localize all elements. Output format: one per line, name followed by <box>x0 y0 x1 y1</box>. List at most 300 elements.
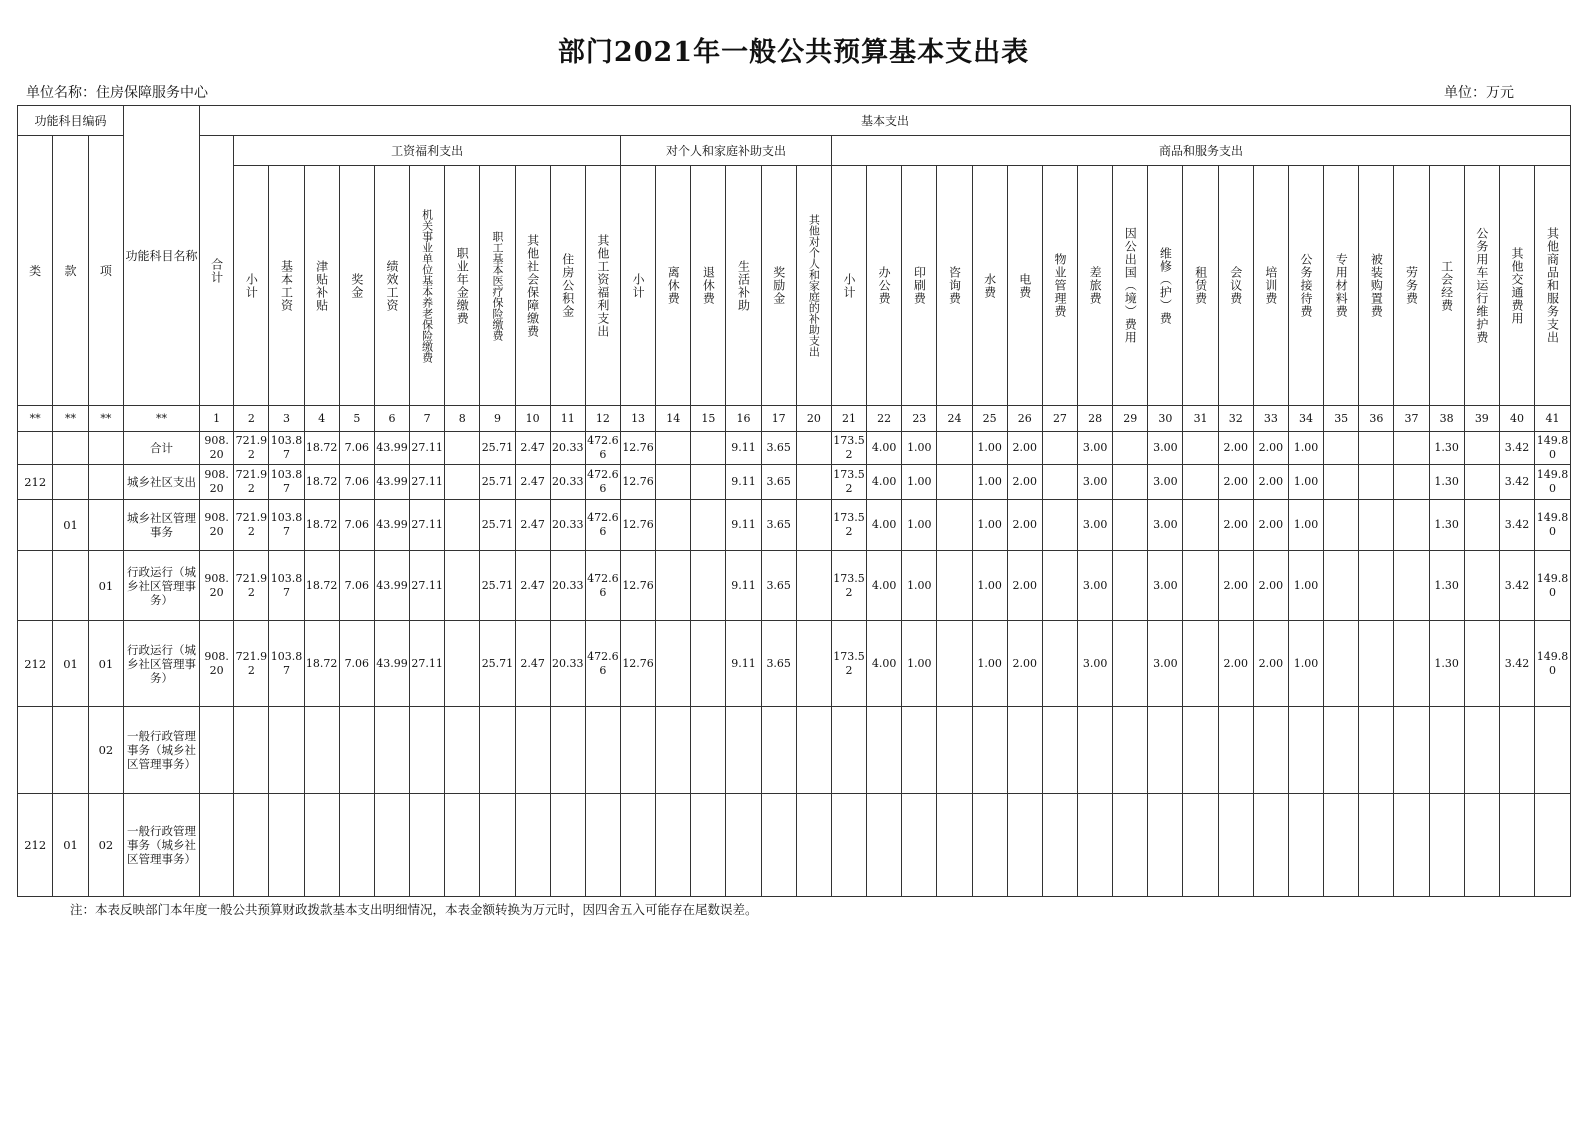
cell-value <box>1183 500 1218 551</box>
cell-lei: 212 <box>18 465 53 500</box>
cell-value <box>1394 551 1429 621</box>
cell-value <box>339 707 374 794</box>
cell-value: 1.00 <box>972 621 1007 707</box>
column-header: 生活补助 <box>726 166 761 406</box>
cell-value: 2.00 <box>1253 500 1288 551</box>
cell-value <box>1499 794 1534 897</box>
index-cell: ** <box>18 406 53 432</box>
column-header: 其他商品和服务支出 <box>1535 166 1571 406</box>
cell-value: 25.71 <box>480 432 515 465</box>
cell-value: 472.66 <box>585 432 620 465</box>
cell-value: 103.87 <box>269 621 304 707</box>
cell-value: 1.00 <box>1288 500 1323 551</box>
column-header: 专用材料费 <box>1324 166 1359 406</box>
cell-value <box>1183 432 1218 465</box>
cell-value: 908.20 <box>199 432 233 465</box>
cell-value <box>656 500 691 551</box>
cell-value <box>1078 794 1113 897</box>
cell-value: 25.71 <box>480 465 515 500</box>
cell-value: 103.87 <box>269 465 304 500</box>
cell-value <box>1464 465 1499 500</box>
cell-value: 3.00 <box>1078 500 1113 551</box>
cell-value <box>445 707 480 794</box>
cell-value <box>726 707 761 794</box>
cell-value <box>585 794 620 897</box>
cell-value: 3.00 <box>1148 432 1183 465</box>
cell-value <box>656 465 691 500</box>
cell-value <box>1042 794 1077 897</box>
cell-value <box>1253 707 1288 794</box>
index-cell: 13 <box>620 406 655 432</box>
cell-value <box>1464 707 1499 794</box>
cell-xiang <box>88 432 123 465</box>
cell-value: 3.65 <box>761 500 796 551</box>
cell-value <box>796 707 831 794</box>
cell-value: 472.66 <box>585 551 620 621</box>
column-header: 被装购置费 <box>1359 166 1394 406</box>
cell-value <box>656 707 691 794</box>
index-cell: ** <box>53 406 88 432</box>
index-cell: 2 <box>234 406 269 432</box>
index-cell: 41 <box>1535 406 1571 432</box>
column-header: 维修（护）费 <box>1148 166 1183 406</box>
cell-value <box>445 621 480 707</box>
column-header: 公务用车运行维护费 <box>1464 166 1499 406</box>
table-row <box>18 551 1571 621</box>
cell-value: 20.33 <box>550 500 585 551</box>
cell-value: 2.00 <box>1007 551 1042 621</box>
cell-value: 2.00 <box>1007 465 1042 500</box>
cell-value: 1.30 <box>1429 465 1464 500</box>
cell-value: 1.00 <box>902 500 937 551</box>
cell-value: 2.00 <box>1218 432 1253 465</box>
cell-value <box>867 794 902 897</box>
cell-value <box>796 551 831 621</box>
cell-value <box>1113 432 1148 465</box>
cell-lei <box>18 707 53 794</box>
cell-value: 173.52 <box>831 500 866 551</box>
index-cell: 31 <box>1183 406 1218 432</box>
header-group-salary: 工资福利支出 <box>234 136 621 166</box>
cell-value: 4.00 <box>867 551 902 621</box>
cell-value: 3.65 <box>761 465 796 500</box>
index-cell: 27 <box>1042 406 1077 432</box>
cell-value <box>1042 500 1077 551</box>
cell-value <box>656 432 691 465</box>
column-header: 小计 <box>620 166 655 406</box>
cell-value: 173.52 <box>831 621 866 707</box>
cell-func-name: 城乡社区管理事务 <box>124 500 200 551</box>
cell-kuan: 01 <box>53 794 88 897</box>
cell-value: 18.72 <box>304 465 339 500</box>
column-header: 职工基本医疗保险缴费 <box>480 166 515 406</box>
cell-value <box>1183 794 1218 897</box>
index-cell: 36 <box>1359 406 1394 432</box>
cell-value <box>1183 465 1218 500</box>
cell-value <box>410 794 445 897</box>
table-row <box>18 794 1571 897</box>
cell-value <box>691 432 726 465</box>
cell-value <box>1359 500 1394 551</box>
budget-table <box>17 105 1571 897</box>
cell-value <box>199 707 233 794</box>
cell-value: 12.76 <box>620 500 655 551</box>
cell-value <box>1113 794 1148 897</box>
cell-value: 3.00 <box>1148 500 1183 551</box>
cell-value: 1.30 <box>1429 621 1464 707</box>
column-header: 办公费 <box>867 166 902 406</box>
column-header: 小计 <box>831 166 866 406</box>
cell-value: 7.06 <box>339 432 374 465</box>
cell-value <box>1113 465 1148 500</box>
cell-value <box>1007 794 1042 897</box>
cell-value <box>374 707 409 794</box>
cell-value <box>1007 707 1042 794</box>
header-total: 合计 <box>199 136 233 406</box>
cell-value: 20.33 <box>550 621 585 707</box>
cell-value <box>550 707 585 794</box>
cell-value: 149.80 <box>1535 551 1571 621</box>
unit-name: 单位名称：住房保障服务中心 <box>26 85 208 101</box>
cell-value <box>445 500 480 551</box>
cell-value <box>304 707 339 794</box>
index-cell: 32 <box>1218 406 1253 432</box>
cell-value <box>1324 707 1359 794</box>
cell-value <box>1359 551 1394 621</box>
column-header: 租赁费 <box>1183 166 1218 406</box>
index-cell: 16 <box>726 406 761 432</box>
column-header: 住房公积金 <box>550 166 585 406</box>
cell-value <box>761 794 796 897</box>
cell-value: 43.99 <box>374 551 409 621</box>
cell-value: 721.92 <box>234 551 269 621</box>
cell-value: 1.00 <box>902 432 937 465</box>
cell-value <box>269 794 304 897</box>
cell-value <box>445 794 480 897</box>
cell-value: 1.00 <box>902 465 937 500</box>
cell-value: 1.00 <box>1288 621 1323 707</box>
column-header: 退休费 <box>691 166 726 406</box>
cell-value <box>691 551 726 621</box>
cell-xiang: 02 <box>88 794 123 897</box>
cell-func-name: 合计 <box>124 432 200 465</box>
index-cell: 14 <box>656 406 691 432</box>
cell-lei: 212 <box>18 621 53 707</box>
cell-value <box>1113 500 1148 551</box>
index-cell: 29 <box>1113 406 1148 432</box>
column-header: 奖金 <box>339 166 374 406</box>
cell-value <box>726 794 761 897</box>
cell-value: 9.11 <box>726 551 761 621</box>
table-row <box>18 621 1571 707</box>
header-group-personal: 对个人和家庭补助支出 <box>620 136 831 166</box>
cell-value: 908.20 <box>199 551 233 621</box>
cell-value: 103.87 <box>269 432 304 465</box>
cell-value: 2.00 <box>1007 500 1042 551</box>
cell-value <box>1288 707 1323 794</box>
column-header: 公务接待费 <box>1288 166 1323 406</box>
cell-value: 2.47 <box>515 465 550 500</box>
cell-value: 2.00 <box>1218 621 1253 707</box>
cell-value: 18.72 <box>304 551 339 621</box>
cell-value <box>1042 621 1077 707</box>
cell-func-name: 城乡社区支出 <box>124 465 200 500</box>
cell-value: 1.00 <box>972 432 1007 465</box>
cell-value <box>1394 707 1429 794</box>
cell-value <box>1288 794 1323 897</box>
cell-value: 25.71 <box>480 551 515 621</box>
cell-value <box>410 707 445 794</box>
cell-value: 2.00 <box>1253 621 1288 707</box>
cell-lei: 212 <box>18 794 53 897</box>
cell-value <box>656 794 691 897</box>
cell-value <box>1464 551 1499 621</box>
cell-value: 1.00 <box>1288 551 1323 621</box>
cell-value <box>937 794 972 897</box>
cell-value: 3.65 <box>761 551 796 621</box>
index-cell: 11 <box>550 406 585 432</box>
cell-value: 1.30 <box>1429 500 1464 551</box>
cell-value <box>937 465 972 500</box>
cell-value <box>1042 551 1077 621</box>
index-cell: 40 <box>1499 406 1534 432</box>
cell-func-name: 一般行政管理事务（城乡社区管理事务） <box>124 794 200 897</box>
table-row <box>18 500 1571 551</box>
cell-value: 3.42 <box>1499 432 1534 465</box>
cell-value <box>1359 707 1394 794</box>
cell-value <box>1113 707 1148 794</box>
index-cell: 23 <box>902 406 937 432</box>
cell-xiang <box>88 500 123 551</box>
cell-value <box>1324 465 1359 500</box>
header-lei: 类 <box>18 136 53 406</box>
column-header: 因公出国（境）费用 <box>1113 166 1148 406</box>
cell-value: 9.11 <box>726 432 761 465</box>
column-header: 绩效工资 <box>374 166 409 406</box>
cell-xiang: 01 <box>88 621 123 707</box>
cell-value <box>656 621 691 707</box>
cell-value <box>1394 500 1429 551</box>
cell-value: 43.99 <box>374 465 409 500</box>
cell-value: 3.00 <box>1148 621 1183 707</box>
cell-value <box>1324 432 1359 465</box>
cell-value <box>374 794 409 897</box>
cell-kuan <box>53 707 88 794</box>
index-cell: 17 <box>761 406 796 432</box>
cell-kuan: 01 <box>53 621 88 707</box>
cell-value: 2.47 <box>515 621 550 707</box>
cell-value <box>445 432 480 465</box>
cell-value: 2.47 <box>515 551 550 621</box>
cell-value <box>269 707 304 794</box>
cell-value <box>972 707 1007 794</box>
cell-value: 27.11 <box>410 465 445 500</box>
header-func-name: 功能科目名称 <box>124 106 200 406</box>
cell-value <box>1042 465 1077 500</box>
cell-value: 1.00 <box>1288 432 1323 465</box>
cell-value <box>761 707 796 794</box>
cell-value: 2.00 <box>1218 551 1253 621</box>
cell-value: 173.52 <box>831 432 866 465</box>
cell-value: 3.65 <box>761 621 796 707</box>
cell-value: 2.47 <box>515 432 550 465</box>
cell-value <box>1042 707 1077 794</box>
cell-value <box>1218 707 1253 794</box>
cell-value <box>1394 465 1429 500</box>
cell-value: 2.00 <box>1253 432 1288 465</box>
cell-value <box>831 794 866 897</box>
cell-value: 1.30 <box>1429 551 1464 621</box>
cell-value: 472.66 <box>585 621 620 707</box>
index-cell: 30 <box>1148 406 1183 432</box>
cell-value: 3.00 <box>1078 465 1113 500</box>
cell-value: 103.87 <box>269 551 304 621</box>
cell-value: 25.71 <box>480 621 515 707</box>
cell-value <box>620 794 655 897</box>
cell-value <box>937 621 972 707</box>
column-header: 差旅费 <box>1078 166 1113 406</box>
cell-lei <box>18 500 53 551</box>
column-header: 奖励金 <box>761 166 796 406</box>
cell-value: 20.33 <box>550 551 585 621</box>
cell-value: 3.00 <box>1148 465 1183 500</box>
cell-value: 908.20 <box>199 465 233 500</box>
index-cell: 24 <box>937 406 972 432</box>
cell-value <box>1429 707 1464 794</box>
cell-value <box>1464 794 1499 897</box>
index-cell: 37 <box>1394 406 1429 432</box>
column-header: 职业年金缴费 <box>445 166 480 406</box>
cell-value <box>1394 621 1429 707</box>
cell-value <box>796 794 831 897</box>
index-cell: 12 <box>585 406 620 432</box>
cell-value <box>515 707 550 794</box>
index-cell: 5 <box>339 406 374 432</box>
footnote: 注：本表反映部门本年度一般公共预算财政拨款基本支出明细情况，本表金额转换为万元时，因四舍五入可能存在尾数误差。 <box>70 902 758 917</box>
cell-func-name: 行政运行（城乡社区管理事务） <box>124 551 200 621</box>
cell-value: 103.87 <box>269 500 304 551</box>
cell-value: 1.30 <box>1429 432 1464 465</box>
cell-value: 3.42 <box>1499 551 1534 621</box>
cell-value <box>902 707 937 794</box>
cell-func-name: 行政运行（城乡社区管理事务） <box>124 621 200 707</box>
cell-value <box>1429 794 1464 897</box>
cell-value <box>1078 707 1113 794</box>
cell-value: 2.00 <box>1007 621 1042 707</box>
column-header: 工会经费 <box>1429 166 1464 406</box>
cell-value: 12.76 <box>620 465 655 500</box>
cell-value: 3.42 <box>1499 500 1534 551</box>
cell-value: 4.00 <box>867 621 902 707</box>
cell-value: 43.99 <box>374 500 409 551</box>
cell-value <box>1183 551 1218 621</box>
cell-value <box>937 551 972 621</box>
cell-value: 9.11 <box>726 465 761 500</box>
cell-value <box>304 794 339 897</box>
cell-value <box>796 432 831 465</box>
cell-value: 173.52 <box>831 465 866 500</box>
cell-value <box>1394 432 1429 465</box>
cell-value: 2.47 <box>515 500 550 551</box>
cell-value <box>1183 707 1218 794</box>
cell-value: 1.00 <box>972 465 1007 500</box>
column-header: 其他交通费用 <box>1499 166 1534 406</box>
cell-value: 3.00 <box>1078 551 1113 621</box>
cell-value <box>515 794 550 897</box>
cell-value: 3.42 <box>1499 465 1534 500</box>
cell-value <box>1113 621 1148 707</box>
cell-value: 721.92 <box>234 500 269 551</box>
table-row <box>18 432 1571 465</box>
cell-value <box>831 707 866 794</box>
column-header: 劳务费 <box>1394 166 1429 406</box>
cell-value <box>445 465 480 500</box>
index-cell: 4 <box>304 406 339 432</box>
cell-value <box>1148 707 1183 794</box>
cell-value <box>1359 794 1394 897</box>
cell-value <box>620 707 655 794</box>
cell-xiang <box>88 465 123 500</box>
column-header: 离休费 <box>656 166 691 406</box>
cell-value <box>691 794 726 897</box>
index-cell: 8 <box>445 406 480 432</box>
cell-kuan <box>53 465 88 500</box>
cell-value: 173.52 <box>831 551 866 621</box>
table-row <box>18 707 1571 794</box>
cell-value: 18.72 <box>304 432 339 465</box>
index-cell: 33 <box>1253 406 1288 432</box>
cell-value <box>1535 794 1571 897</box>
cell-value <box>796 500 831 551</box>
cell-value <box>1359 432 1394 465</box>
cell-value: 3.00 <box>1148 551 1183 621</box>
index-cell: 25 <box>972 406 1007 432</box>
cell-value: 149.80 <box>1535 500 1571 551</box>
cell-value: 1.00 <box>972 551 1007 621</box>
cell-value: 3.65 <box>761 432 796 465</box>
unit-of-measure: 单位：万元 <box>1444 85 1514 101</box>
index-cell: 10 <box>515 406 550 432</box>
cell-value <box>1464 432 1499 465</box>
cell-value <box>234 794 269 897</box>
cell-value: 2.00 <box>1253 465 1288 500</box>
column-header: 其他社会保障缴费 <box>515 166 550 406</box>
cell-kuan <box>53 432 88 465</box>
index-cell: 38 <box>1429 406 1464 432</box>
header-xiang: 项 <box>88 136 123 406</box>
index-cell: 7 <box>410 406 445 432</box>
cell-value <box>691 500 726 551</box>
table-row <box>18 465 1571 500</box>
index-cell: 28 <box>1078 406 1113 432</box>
cell-value <box>199 794 233 897</box>
cell-value: 9.11 <box>726 500 761 551</box>
column-header: 印刷费 <box>902 166 937 406</box>
cell-value <box>937 432 972 465</box>
page-title: 部门2021年一般公共预算基本支出表 <box>557 37 1030 68</box>
cell-kuan: 01 <box>53 500 88 551</box>
cell-value <box>550 794 585 897</box>
cell-value: 721.92 <box>234 621 269 707</box>
cell-lei <box>18 551 53 621</box>
cell-value <box>972 794 1007 897</box>
cell-value <box>1359 465 1394 500</box>
cell-value: 1.00 <box>972 500 1007 551</box>
cell-value: 7.06 <box>339 551 374 621</box>
cell-value <box>1535 707 1571 794</box>
column-header: 水费 <box>972 166 1007 406</box>
cell-value: 3.42 <box>1499 621 1534 707</box>
